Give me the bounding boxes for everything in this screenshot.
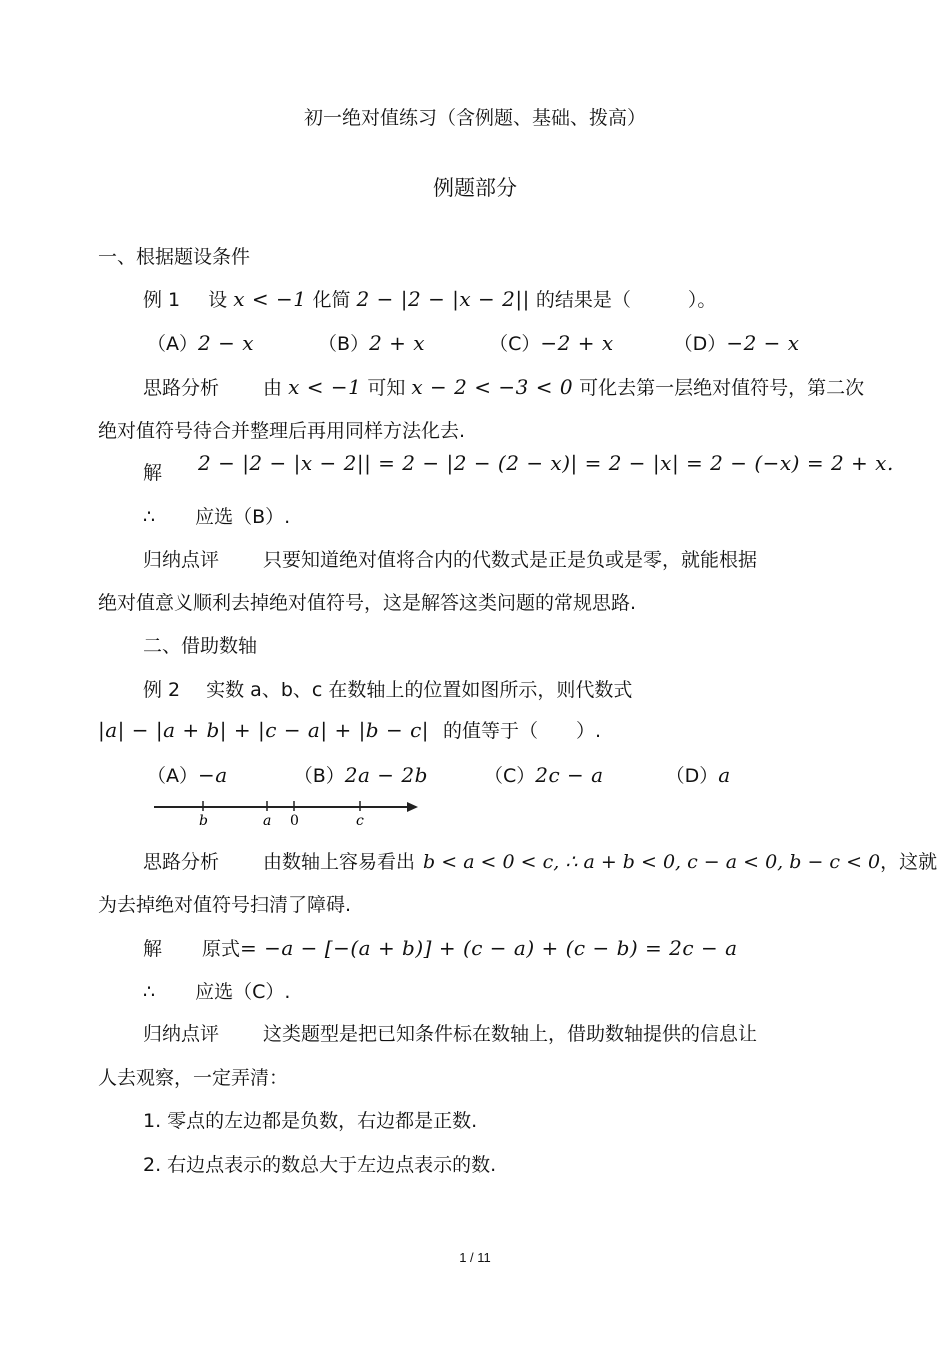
- analysis1-text2: 可知: [367, 377, 406, 399]
- option-c-value: 2c − a: [535, 763, 604, 787]
- option-c-label: （C）: [489, 333, 541, 355]
- example1-text1: 设: [208, 289, 228, 311]
- option-c-value: −2 + x: [540, 331, 614, 355]
- summary2-text: 这类题型是把已知条件标在数轴上，借助数轴提供的信息让: [263, 1023, 758, 1045]
- analysis1-text1: 由: [263, 377, 283, 399]
- example2-options: [147, 763, 731, 788]
- example1-text3: 的结果是（ ）。: [535, 289, 717, 311]
- summary1-text: 只要知道绝对值将合内的代数式是正是负或是零，就能根据: [263, 549, 758, 571]
- answer2: [143, 980, 290, 1004]
- option-a-label: （A）: [147, 333, 198, 355]
- option-b-label: （B）: [293, 765, 345, 787]
- analysis2-line1: [143, 850, 937, 874]
- example1-text2: 化简: [312, 289, 351, 311]
- section-title: 例题部分: [433, 176, 517, 200]
- solution2-line: [143, 936, 738, 961]
- option-b-value: 2a − 2b: [344, 763, 428, 787]
- solution2-expression: = −a − [−(a + b)] + (c − a) + (c − b) = 2c − a: [240, 936, 738, 960]
- option-a-value: 2 − x: [198, 331, 254, 355]
- part1-heading: 一、根据题设条件: [98, 246, 251, 268]
- summary1-label: 归纳点评: [143, 549, 220, 571]
- tick-label-c: c: [356, 813, 364, 828]
- option-d-label: （D）: [673, 333, 727, 355]
- example1-line: [143, 287, 716, 312]
- analysis2-line2: 为去掉绝对值符号扫清了障碍.: [98, 894, 352, 916]
- tick-label-0: 0: [290, 813, 299, 828]
- option-d-label: （D）: [665, 765, 719, 787]
- number-line-arrow: [407, 802, 418, 812]
- example2-line1: [143, 678, 632, 702]
- summary2-point-2: 2. 右边点表示的数总大于左边点表示的数.: [143, 1154, 497, 1176]
- solution2-text: 原式: [202, 938, 241, 960]
- analysis1-condition2: x − 2 < −3 < 0: [411, 375, 574, 399]
- page-number: 1 / 11: [459, 1250, 491, 1265]
- example2-tail: 的值等于（ ）.: [443, 720, 602, 742]
- therefore-symbol: ∴: [143, 506, 156, 528]
- analysis2-expression: b < a < 0 < c, ∴ a + b < 0, c − a < 0, b − c < 0: [423, 851, 881, 873]
- option-a-label: （A）: [147, 765, 198, 787]
- analysis2-text1: 由数轴上容易看出: [263, 851, 416, 873]
- option-b-value: 2 + x: [369, 331, 426, 355]
- analysis1-line1: [143, 375, 864, 400]
- analysis1-label: 思路分析: [143, 377, 220, 399]
- example2-label: 例 2: [143, 679, 181, 701]
- summary2-line2: 人去观察，一定弄清：: [98, 1067, 289, 1089]
- analysis2-text2: ，这就: [880, 851, 938, 873]
- solution1-label: 解: [143, 462, 163, 484]
- option-d-value: a: [718, 763, 731, 787]
- example2-expression: |a| − |a + b| + |c − a| + |b − c|: [98, 718, 430, 742]
- option-c-label: （C）: [483, 765, 536, 787]
- answer1-text: 应选（B）.: [195, 506, 291, 528]
- summary2-line1: [143, 1022, 757, 1046]
- example1-condition: x < −1: [233, 287, 307, 311]
- summary2-point-1: 1. 零点的左边都是负数，右边都是正数.: [143, 1110, 478, 1132]
- example1-options: [147, 331, 800, 356]
- option-b-label: （B）: [318, 333, 370, 355]
- summary1-line1: [143, 548, 757, 572]
- option-a-value: −a: [198, 763, 228, 787]
- solution2-label: 解: [143, 938, 163, 960]
- example2-line2: [98, 718, 601, 743]
- example2-text: 实数 a、b、c 在数轴上的位置如图所示，则代数式: [206, 679, 633, 701]
- number-line: [150, 796, 430, 828]
- answer2-text: 应选（C）.: [195, 981, 291, 1003]
- analysis2-label: 思路分析: [143, 851, 220, 873]
- analysis1-line2: 绝对值符号待合并整理后再用同样方法化去.: [98, 420, 466, 442]
- summary1-line2: 绝对值意义顺利去掉绝对值符号，这是解答这类问题的常规思路.: [98, 592, 637, 614]
- analysis1-condition1: x < −1: [288, 375, 362, 399]
- therefore-symbol: ∴: [143, 981, 156, 1003]
- part2-heading: 二、借助数轴: [143, 635, 258, 657]
- document-title: 初一绝对值练习（含例题、基础、拨高）: [303, 107, 646, 129]
- tick-label-b: b: [199, 813, 208, 828]
- answer1: [143, 505, 290, 529]
- solution1-expression: 2 − |2 − |x − 2|| = 2 − |2 − (2 − x)| = 2 − |x| = 2 − (−x) = 2 + x.: [198, 451, 894, 475]
- option-d-value: −2 − x: [726, 331, 800, 355]
- tick-label-a: a: [263, 813, 272, 828]
- summary2-label: 归纳点评: [143, 1023, 220, 1045]
- analysis1-text3: 可化去第一层绝对值符号，第二次: [579, 377, 865, 399]
- example1-label: 例 1: [143, 289, 181, 311]
- example1-expression: 2 − |2 − |x − 2||: [356, 287, 530, 311]
